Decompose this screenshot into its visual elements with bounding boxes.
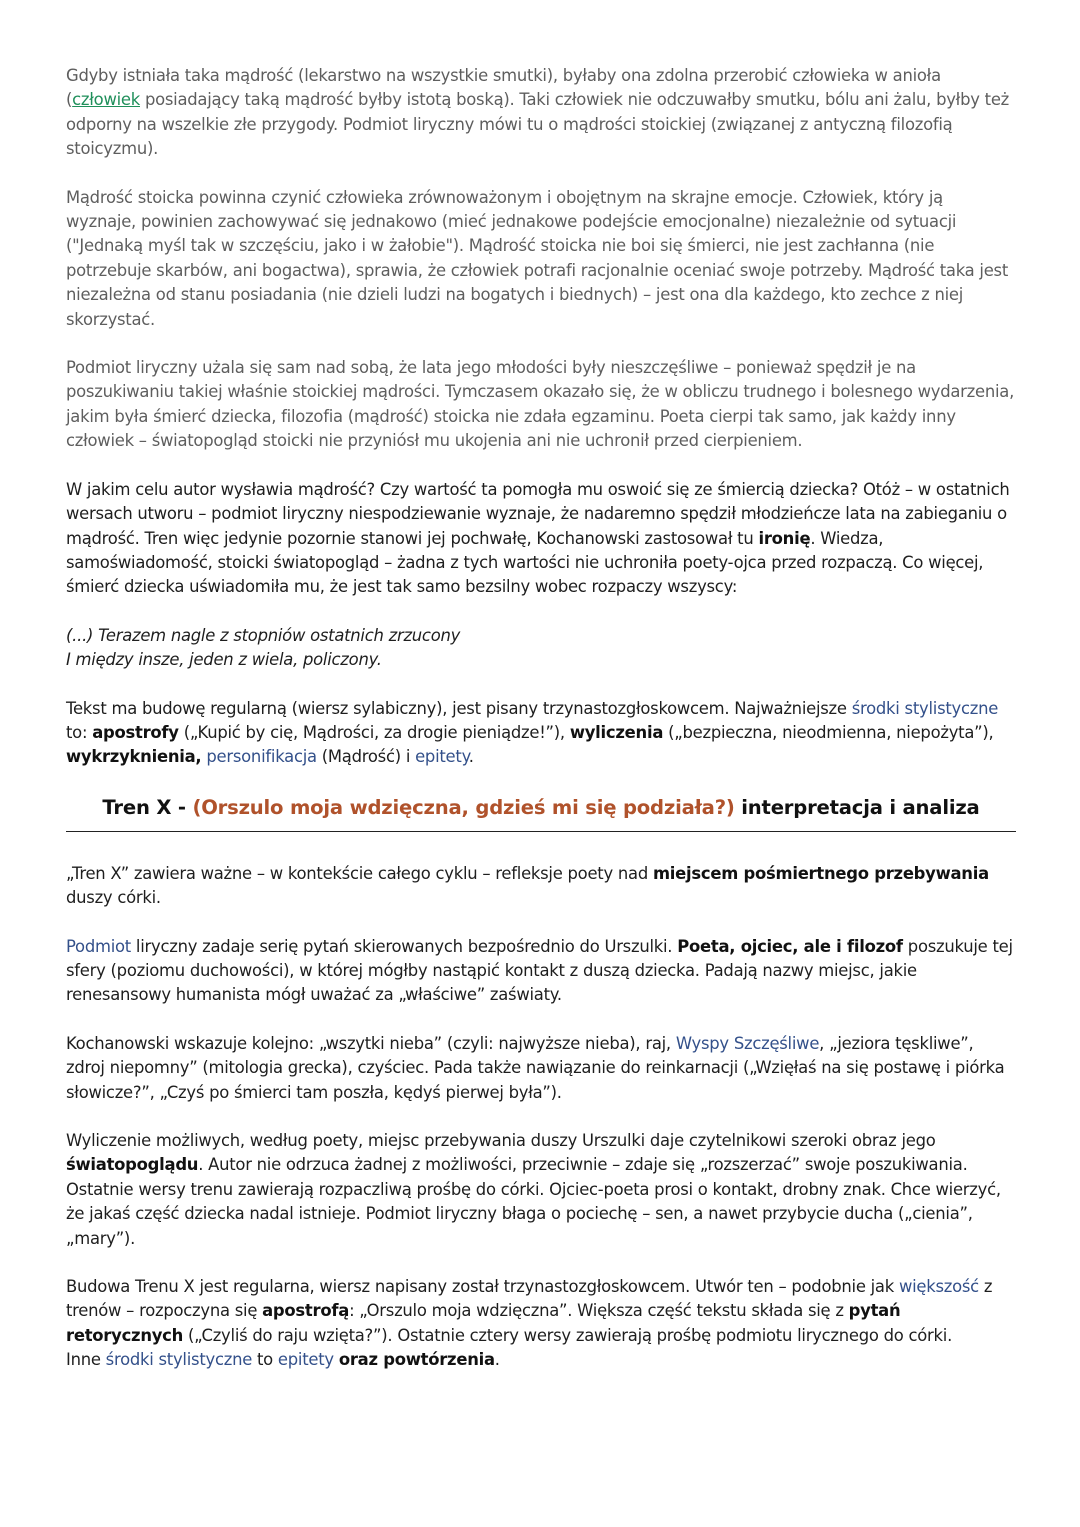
- link-podmiot[interactable]: Podmiot: [66, 936, 131, 956]
- poem-quote: [66, 624, 1016, 673]
- paragraph-structure: Tekst ma budowę regularną (wiersz sylabiczny), jest pisany trzynastozgłoskowcem. Najważniejsze środki stylistyczne to: apostrofy („Kupić by cię, Mądrości, za drogie pieniądze!”), wyliczenia („bezpieczna, nieodmienna, niepożyta”), wykrzyknienia, personifikacja (Mądrość) i epitety.: [66, 698, 999, 767]
- paragraph-questions: Podmiot liryczny zadaje serię pytań skierowanych bezpośrednio do Urszulki. Poeta, ojciec, ale i filozof poszukuje tej sfery (poziomu duchowości), w której mógłby nastąpić kontakt z duszą dziecka. Padają nazwy miejsc, jakie renesansowy humanista mógł uważać za „właściwe” zaświaty.: [66, 936, 1013, 1005]
- paragraph-wisdom-angel: Gdyby istniała taka mądrość (lekarstwo na wszystkie smutki), byłaby ona zdolna przerobić człowieka w anioła (człowiek posiadający taką mądrość byłby istotą boską). Taki człowiek nie odczuwałby smutku, bólu ani żalu, byłby też odporny na wszelkie złe przygody. Podmiot liryczny mówi tu o mądrości stoickiej (związanej z antyczną filozofią stoicyzmu).: [66, 66, 1010, 159]
- bold-ironie: ironię: [758, 528, 811, 548]
- link-wiekszosc[interactable]: większość: [898, 1277, 979, 1297]
- link-czlowiek[interactable]: człowiek: [72, 90, 140, 110]
- document-page: [66, 64, 1016, 1373]
- paragraph-youth-lament: Podmiot liryczny użala się sam nad sobą, że lata jego młodości były nieszczęśliwe – ponieważ spędził je na poszukiwaniu takiej właśnie stoickiej mądrości. Tymczasem okazało się, że w obliczu trudnego i bolesnego wydarzenia, jakim była śmierć dziecka, filozofia (mądrość) stoicka nie zdała egzaminu. Poeta cierpi tak samo, jak każdy inny człowiek – światopogląd stoicki nie przyniósł mu ukojenia ani nie uchronił przed cierpieniem.: [66, 358, 1015, 451]
- paragraph-worldview: Wyliczenie możliwych, według poety, miejsc przebywania duszy Urszulki daje czytelnikowi szeroki obraz jego światopoglądu. Autor nie odrzuca żadnej z możliwości, przeciwnie – zdaje się „rozszerzać” swoje poszukiwania. Ostatnie wersy trenu zawierają rozpaczliwą prośbę do córki. Ojciec-poeta prosi o kontakt, drobny znak. Chce wierzyć, że jakaś część dziecka nadal istnieje. Podmiot liryczny błaga o pociechę – sen, a nawet przybycie ducha („cienia”, „mary”).: [66, 1131, 1001, 1248]
- paragraph-stoic-wisdom: Mądrość stoicka powinna czynić człowieka zrównoważonym i obojętnym na skrajne emocje. Człowiek, który ją wyznaje, powinien zachowywać się jednakowo (mieć jednakowe podejście emocjonalne) niezależnie od sytuacji ("Jednaką myśl tak w szczęściu, jako i w żałobie"). Mądrość stoicka nie boi się śmierci, nie jest zachłanna (nie potrzebuje skarbów, ani bogactwa), sprawia, że człowiek potrafi racjonalnie oceniać swoje potrzeby. Mądrość taka jest niezależna od stanu posiadania (nie dzieli ludzi na bogatych i biednych) – jest ona dla każdego, kto zechce z niej skorzystać.: [66, 187, 1009, 329]
- link-srodki-stylistyczne[interactable]: środki stylistyczne: [851, 698, 999, 718]
- paragraph-tren-x-intro: „Tren X” zawiera ważne – w kontekście całego cyklu – refleksje poety nad miejscem pośmiertnego przebywania duszy córki.: [66, 863, 989, 908]
- paragraph-tren-x-structure: Budowa Trenu X jest regularna, wiersz napisany został trzynastozgłoskowcem. Utwór ten – podobnie jak większość z trenów – rozpoczyna się apostrofą: „Orszulo moja wdzięczna”. Większa część tekstu składa się z pytań retorycznych („Czyliś do raju wzięta?”). Ostatnie cztery wersy zawierają prośbę podmiotu lirycznego do córki. Inne środki stylistyczne to epitety oraz powtórzenia.: [66, 1277, 993, 1370]
- paragraph-irony: W jakim celu autor wysławia mądrość? Czy wartość ta pomogła mu oswoić się ze śmiercią dziecka? Otóż – w ostatnich wersach utworu – podmiot liryczny niespodziewanie wyznaje, że nadaremno spędził młodzieńcze lata na zabieganiu o mądrość. Tren więc jedynie pozornie stanowi jej pochwałę, Kochanowski zastosował tu ironię. Wiedza, samoświadomość, stoicki światopogląd – żadna z tych wartości nie uchroniła poety-ojca przed rozpaczą. Co więcej, śmierć dziecka uświadomiła mu, że jest tak samo bezsilny wobec rozpaczy wszyscy:: [66, 479, 1010, 597]
- paragraph-places: Kochanowski wskazuje kolejno: „wszytki nieba” (czyli: najwyższe nieba), raj, Wyspy Szczęśliwe, „jeziora tęskliwe”, zdroj niepomny” (mitologia grecka), czyściec. Pada także nawiązanie do reinkarnacji („Wzięłaś na się postawę i piórka słowicze?”, „Czyś po śmierci tam poszła, kędyś pierwej była”).: [66, 1033, 1005, 1102]
- link-epitety-2[interactable]: epitety: [277, 1350, 334, 1370]
- section-heading-tren-x: Tren X - (Orszulo moja wdzięczna, gdzieś mi się podziała?) interpretacja i analiza: [102, 795, 980, 819]
- link-wyspy-szczesliwe[interactable]: Wyspy Szczęśliwe: [675, 1033, 820, 1053]
- link-personifikacja[interactable]: personifikacja: [206, 747, 317, 767]
- quote-line-2: I między insze, jeden z wiela, policzony.: [66, 650, 382, 670]
- quote-line-1: (...) Terazem nagle z stopniów ostatnich zrzucony: [66, 625, 461, 645]
- link-epitety[interactable]: epitety: [415, 747, 469, 767]
- link-srodki-stylistyczne-2[interactable]: środki stylistyczne: [105, 1350, 253, 1370]
- heading-title-accent: (Orszulo moja wdzięczna, gdzieś mi się podziała?): [192, 795, 735, 819]
